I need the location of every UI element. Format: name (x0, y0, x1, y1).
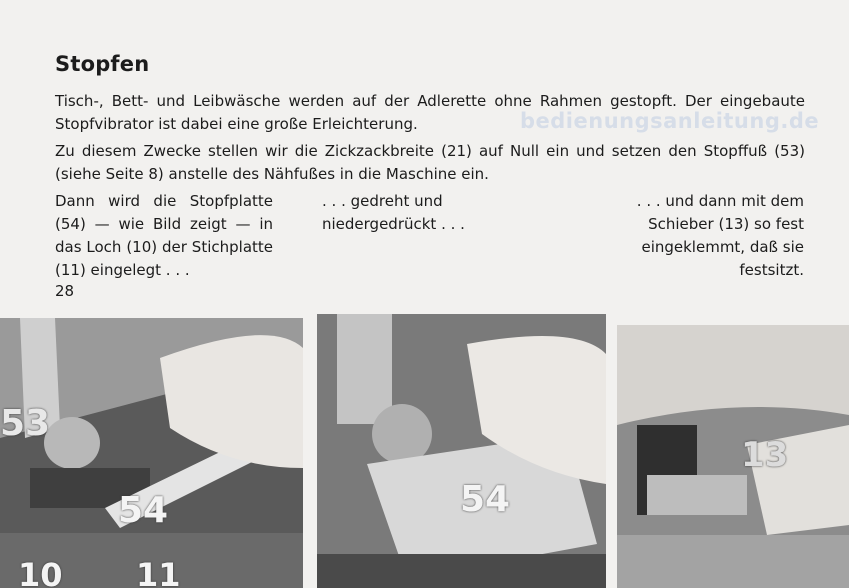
label-53: 53 (0, 403, 51, 444)
label-54: 54 (118, 490, 169, 531)
section-heading: Stopfen (55, 52, 150, 76)
label-54-second: 54 (460, 479, 511, 520)
label-11: 11 (136, 556, 181, 588)
label-13: 13 (741, 435, 789, 475)
photo-insert-plate (0, 318, 303, 588)
caption-step-2: . . . gedreht und niedergedrückt . . . (322, 192, 465, 233)
watermark-text: bedienungsanleitung.de (520, 109, 820, 133)
photo-rotate-plate (317, 314, 606, 588)
label-10: 10 (18, 556, 63, 588)
paragraph-intro: Tisch-, Bett- und Leibwäsche werden auf der Adlerette ohne Rahmen gestopft. Der eingebaute Stopfvibrator ist dabei eine große Erleichterung. (55, 92, 805, 133)
paragraph-setup: Zu diesem Zwecke stellen wir die Zickzackbreite (21) auf Null ein und setzen den Stopffuß (53) (siehe Seite 8) anstelle des Nähfußes in die Maschine ein. (55, 142, 805, 183)
caption-step-3: . . . und dann mit dem Schieber (13) so fest eingeklemmt, daß sie festsitzt. (636, 192, 804, 279)
photo-clamp-plate (617, 325, 849, 588)
page-number: 28 (55, 282, 75, 300)
caption-step-1: Dann wird die Stopfplatte (54) — wie Bild zeigt — in das Loch (10) der Stichplatte (11) eingelegt . . . (55, 192, 273, 279)
